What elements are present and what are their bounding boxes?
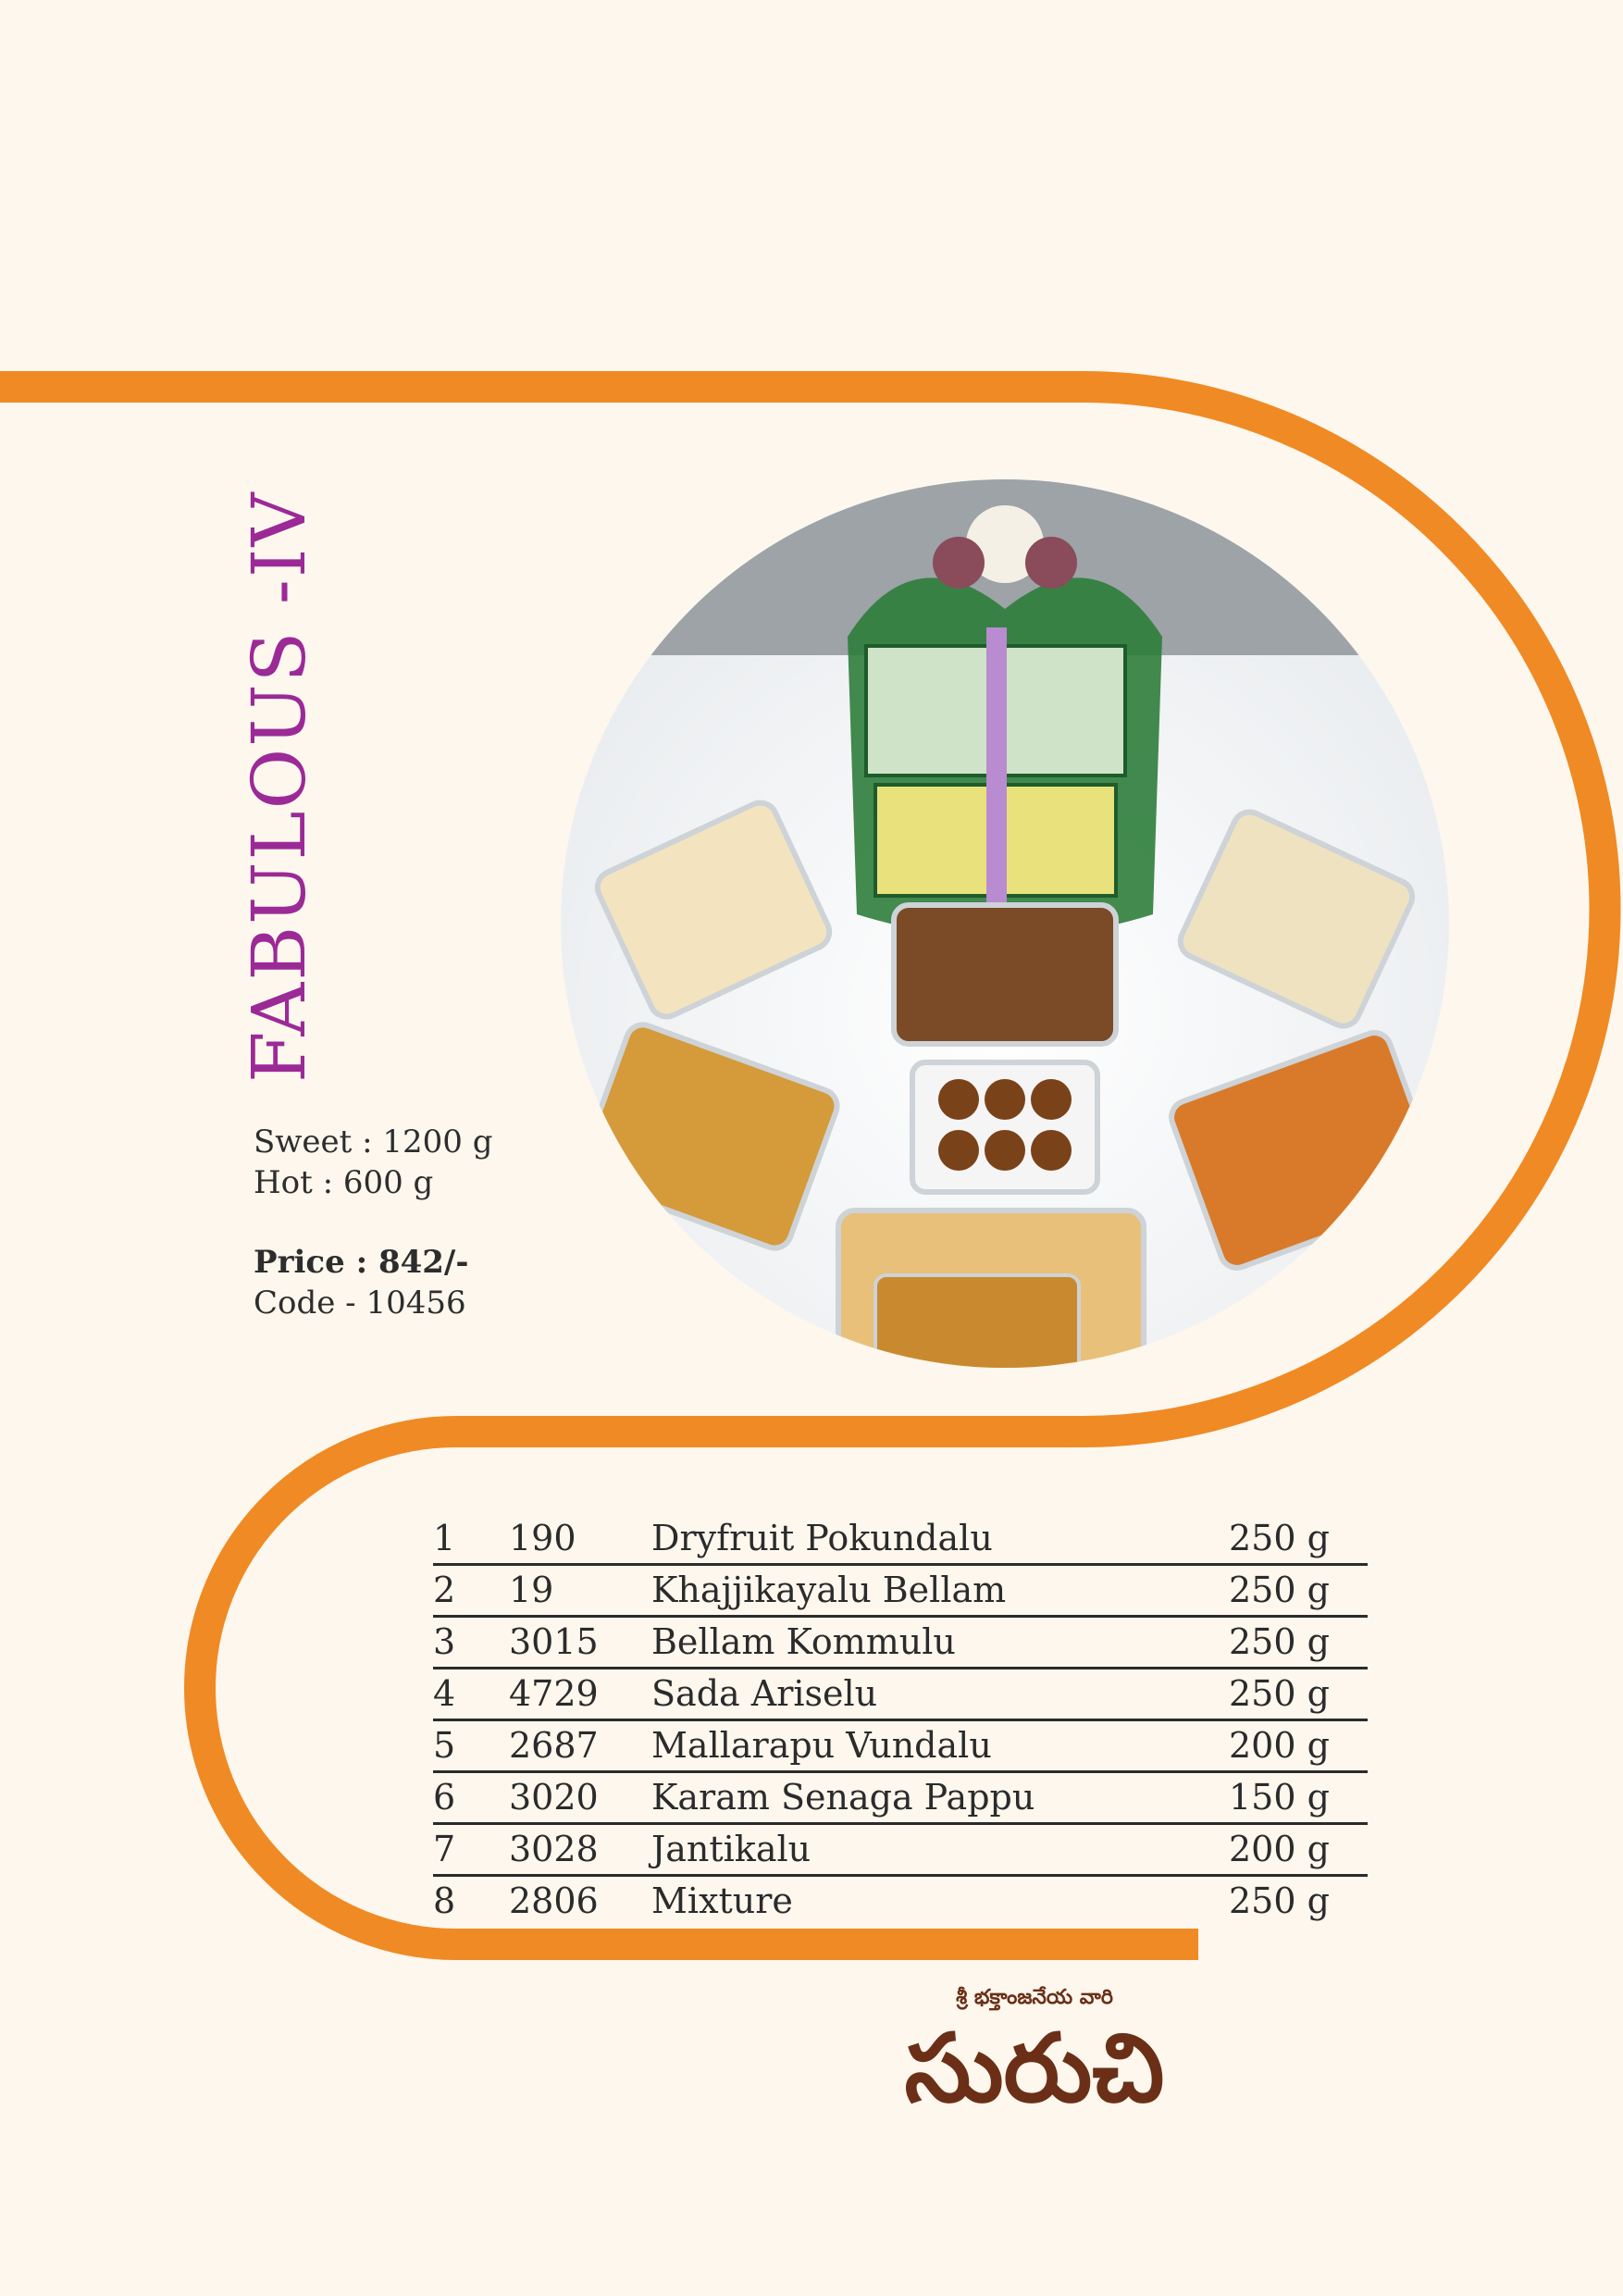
item-number: 6 bbox=[433, 1772, 509, 1824]
table-row bbox=[433, 1876, 1368, 1927]
item-number: 3 bbox=[433, 1617, 509, 1669]
table-row bbox=[433, 1669, 1368, 1720]
price: Price : 842/- bbox=[254, 1244, 469, 1281]
product-photo bbox=[561, 479, 1449, 1368]
item-name: Jantikalu bbox=[651, 1824, 1229, 1876]
item-number: 5 bbox=[433, 1720, 509, 1772]
item-code: 2806 bbox=[509, 1880, 599, 1921]
item-code: 4729 bbox=[509, 1669, 651, 1720]
item-number: 7 bbox=[433, 1824, 509, 1876]
item-number: 2 bbox=[433, 1565, 509, 1617]
item-name: Karam Senaga Pappu bbox=[651, 1772, 1229, 1824]
item-number: 8 bbox=[433, 1880, 456, 1921]
item-code: 19 bbox=[509, 1565, 651, 1617]
product-title: FABULOUS -IV bbox=[236, 490, 322, 1083]
item-code: 3020 bbox=[509, 1772, 651, 1824]
table-row bbox=[433, 1514, 1368, 1565]
item-name: Khajjikayalu Bellam bbox=[651, 1565, 1229, 1617]
weights-block bbox=[254, 1122, 492, 1203]
hot-weight: Hot : 600 g bbox=[254, 1164, 434, 1201]
item-name: Mixture bbox=[651, 1880, 793, 1921]
item-weight: 150 g bbox=[1229, 1772, 1368, 1824]
item-name: Sada Ariselu bbox=[651, 1669, 1229, 1720]
table-row bbox=[433, 1772, 1368, 1824]
pricing-block bbox=[254, 1242, 468, 1323]
item-weight: 200 g bbox=[1229, 1824, 1368, 1876]
table-row bbox=[433, 1617, 1368, 1669]
item-number: 4 bbox=[433, 1669, 509, 1720]
item-code: 190 bbox=[509, 1514, 651, 1565]
item-weight: 250 g bbox=[1229, 1669, 1368, 1720]
item-name: Bellam Kommulu bbox=[651, 1617, 1229, 1669]
item-code: 3028 bbox=[509, 1824, 651, 1876]
item-code: 3015 bbox=[509, 1617, 651, 1669]
brand-logo bbox=[868, 1986, 1201, 2124]
item-weight: 250 g bbox=[1229, 1514, 1368, 1565]
sweet-weight: Sweet : 1200 g bbox=[254, 1123, 493, 1160]
item-number: 1 bbox=[433, 1514, 509, 1565]
item-name: Dryfruit Pokundalu bbox=[651, 1514, 1229, 1565]
item-weight: 250 g bbox=[1229, 1617, 1368, 1669]
product-code: Code - 10456 bbox=[254, 1285, 466, 1322]
brand-name: సురుచి bbox=[904, 2014, 1165, 2124]
table-row bbox=[433, 1824, 1368, 1876]
brand-tagline: శ్రీ భక్తాంజనేయ వారి bbox=[956, 1986, 1113, 2009]
item-code: 2687 bbox=[509, 1720, 651, 1772]
item-weight: 250 g bbox=[1229, 1565, 1368, 1617]
table-row bbox=[433, 1720, 1368, 1772]
items-table bbox=[433, 1514, 1368, 1926]
item-weight: 200 g bbox=[1229, 1720, 1368, 1772]
item-name: Mallarapu Vundalu bbox=[651, 1720, 1229, 1772]
table-row bbox=[433, 1565, 1368, 1617]
item-weight: 250 g bbox=[1229, 1880, 1330, 1921]
